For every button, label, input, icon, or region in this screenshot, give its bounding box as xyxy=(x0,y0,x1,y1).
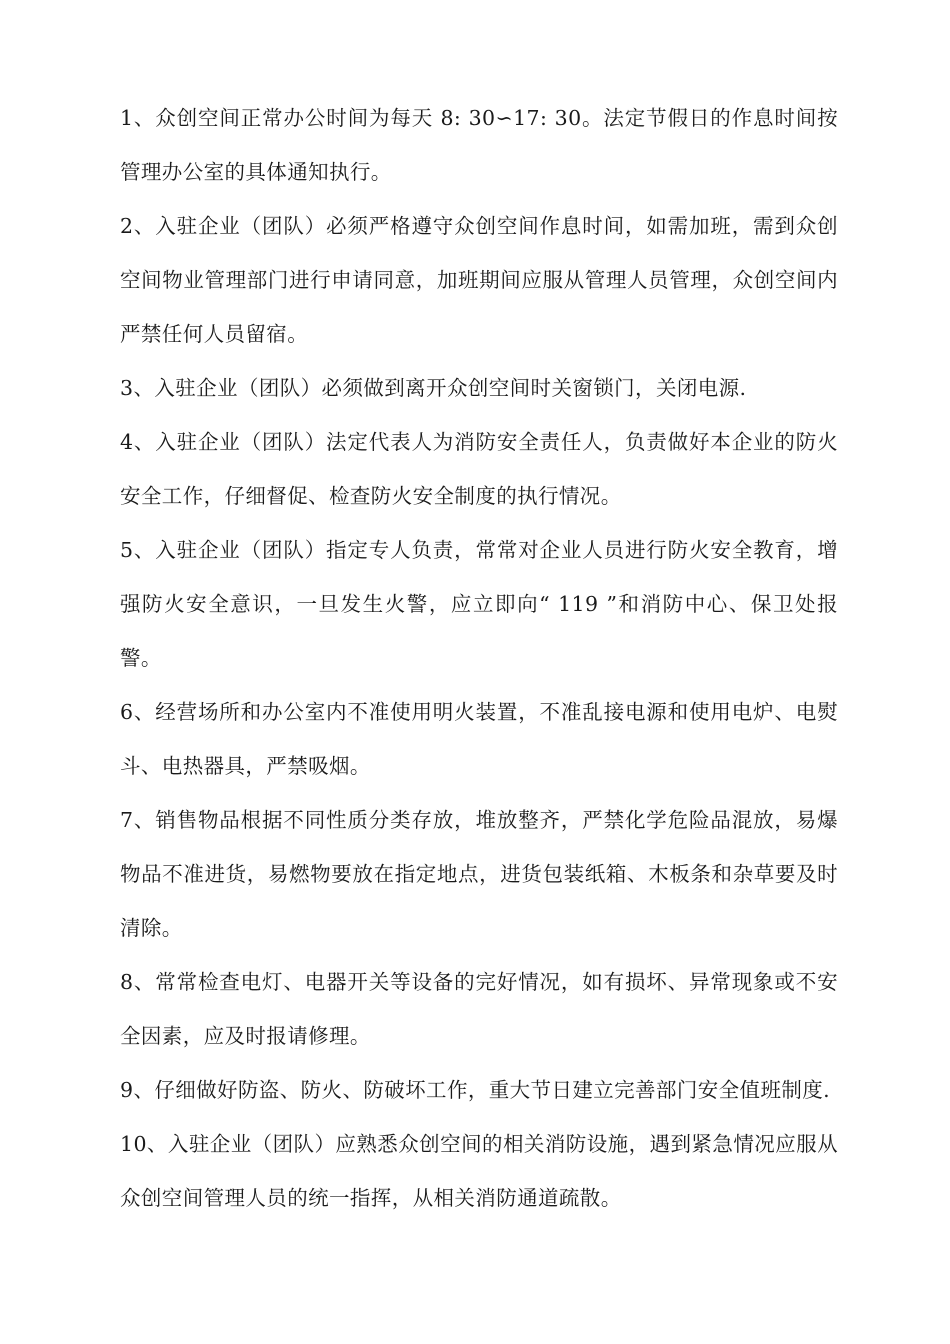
rule-item-8: 8、常常检查电灯、电器开关等设备的完好情况，如有损坏、异常现象或不安全因素，应及时报请修理。 xyxy=(120,970,838,1048)
rule-item-1: 1、众创空间正常办公时间为每天 8: 30∽17: 30。法定节假日的作息时间按管理办公室的具体通知执行。 xyxy=(120,106,838,184)
rule-item-7: 7、销售物品根据不同性质分类存放，堆放整齐，严禁化学危险品混放，易爆物品不准进货，易燃物要放在指定地点，进货包装纸箱、木板条和杂草要及时清除。 xyxy=(120,808,838,940)
rule-item-2: 2、入驻企业（团队）必须严格遵守众创空间作息时间，如需加班，需到众创空间物业管理部门进行申请同意，加班期间应服从管理人员管理，众创空间内严禁任何人员留宿。 xyxy=(120,214,838,346)
rule-item-6: 6、经营场所和办公室内不准使用明火装置，不准乱接电源和使用电炉、电熨斗、电热器具，严禁吸烟。 xyxy=(120,700,838,778)
rules-list xyxy=(120,91,838,1225)
rule-item-3: 3、入驻企业（团队）必须做到离开众创空间时关窗锁门，关闭电源. xyxy=(120,376,747,400)
rule-item-5: 5、入驻企业（团队）指定专人负责，常常对企业人员进行防火安全教育，增强防火安全意识，一旦发生火警，应立即向“ 119 ”和消防中心、保卫处报警。 xyxy=(120,538,838,670)
rule-item-9: 9、仔细做好防盗、防火、防破坏工作，重大节日建立完善部门安全值班制度. xyxy=(120,1078,831,1102)
rule-item-10: 10、入驻企业（团队）应熟悉众创空间的相关消防设施，遇到紧急情况应服从众创空间管理人员的统一指挥，从相关消防通道疏散。 xyxy=(120,1132,838,1210)
rule-item-4: 4、入驻企业（团队）法定代表人为消防安全责任人，负责做好本企业的防火安全工作，仔细督促、检查防火安全制度的执行情况。 xyxy=(120,430,838,508)
